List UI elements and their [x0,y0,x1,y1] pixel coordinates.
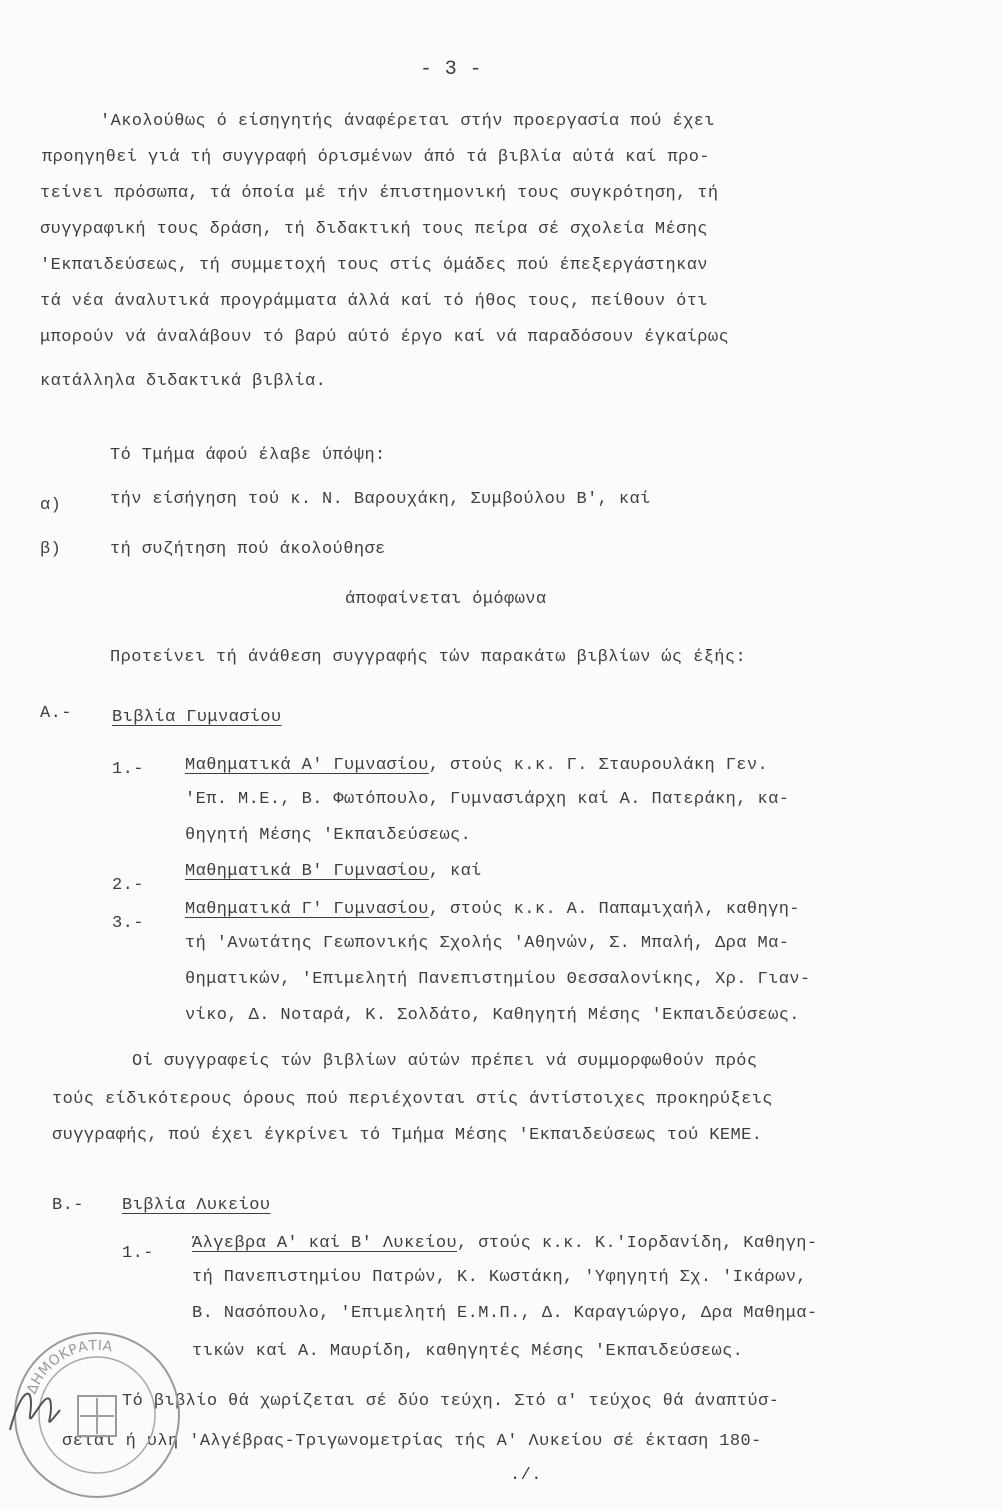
item-line [185,900,800,919]
consideration-text: τή συζήτηση πού άκολούθησε [110,540,386,559]
consideration-label: α) [40,496,62,515]
section-b-label: Β.- [52,1196,84,1215]
item-line [185,862,482,881]
section-a-title: Βιβλία Γυμνασίου [112,708,282,727]
intro-line: κατάλληλα διδακτικά βιβλία. [40,372,327,391]
item-number: 1.- [122,1244,154,1263]
note-line: συγγραφής, πού έχει έγκρίνει τό Τμήμα Μέσης 'Εκπαιδεύσεως τού ΚΕΜΕ. [52,1126,763,1145]
intro-line: τείνει πρόσωπα, τά όποία μέ τήν έπιστημονική τους συγκρότηση, τή [40,184,719,203]
intro-line: μπορούν νά άναλάβουν τό βαρύ αύτό έργο καί νά παραδόσουν έγκαίρως [40,328,730,347]
intro-line: συγγραφική τους δράση, τή διδακτική τους πείρα σέ σχολεία Μέσης [40,220,708,239]
decision-text: άποφαίνεται όμόφωνα [345,590,547,609]
closing-line: σεται ή ύλη 'Αλγέβρας-Τριγωνομετρίας τής Α' Λυκείου σέ έκταση 180- [62,1432,762,1451]
note-line: Οί συγγραφείς τών βιβλίων αύτών πρέπει νά συμμορφωθούν πρός [132,1052,758,1071]
item-line: νίκο, Δ. Νοταρά, Κ. Σολδάτο, Καθηγητή Μέσης 'Εκπαιδεύσεως. [185,1006,800,1025]
consideration-text: τήν είσήγηση τού κ. Ν. Βαρουχάκη, Συμβούλου Β', καί [110,490,651,509]
proposal-text: Προτείνει τή άνάθεση συγγραφής τών παρακάτω βιβλίων ώς έξής: [110,648,747,667]
closing-line: Τό βιβλίο θά χωρίζεται σέ δύο τεύχη. Στό α' τεύχος θά άναπτύσ- [122,1392,780,1411]
intro-line: 'Εκπαιδεύσεως, τή συμμετοχή τους στίς όμάδες πού έπεξεργάστηκαν [40,256,708,275]
intro-line: προηγηθεί γιά τή συγγραφή όρισμένων άπό τά βιβλία αύτά καί προ- [42,148,710,167]
section-a-label: Α.- [40,704,72,723]
item-text: , καί [428,862,482,881]
item-line: Β. Νασόπουλο, 'Επιμελητή Ε.Μ.Π., Δ. Καραγιώργο, Δρα Μαθημα- [192,1304,818,1323]
intro-line: 'Ακολούθως ό είσηγητής άναφέρεται στήν προεργασία πού έχει [100,112,715,131]
page-number: - 3 - [420,58,483,81]
item-number: 3.- [112,914,144,933]
item-line: τικών καί Α. Μαυρίδη, καθηγητές Μέσης 'Εκπαιδεύσεως. [192,1342,744,1361]
item-title: Μαθηματικά Β' Γυμνασίου [185,862,429,881]
item-line: 'Επ. Μ.Ε., Β. Φωτόπουλο, Γυμνασιάρχη καί Α. Πατεράκη, κα- [185,790,790,809]
item-text: , στούς κ.κ. Α. Παπαμιχαήλ, καθηγη- [428,900,800,919]
item-number: 1.- [112,760,144,779]
item-title: Άλγεβρα Α' καί Β' Λυκείου [192,1234,458,1253]
item-line: θηματικών, 'Επιμελητή Πανεπιστημίου Θεσσαλονίκης, Χρ. Γιαν- [185,970,811,989]
item-title: Μαθηματικά Γ' Γυμνασίου [185,900,429,919]
section-heading: Τό Τμήμα άφού έλαβε ύπόψη: [110,446,386,465]
item-line: τή 'Ανωτάτης Γεωπονικής Σχολής 'Αθηνών, Σ. Μπαλή, Δρα Μα- [185,934,790,953]
continuation-mark: ./. [510,1466,542,1485]
item-text: , στούς κ.κ. Κ.'Ιορδανίδη, Καθηγη- [457,1234,818,1253]
note-line: τούς είδικότερους όρους πού περιέχονται στίς άντίστοιχες προκηρύξεις [52,1090,773,1109]
item-line [185,756,768,775]
item-number: 2.- [112,876,144,895]
item-title: Μαθηματικά Α' Γυμνασίου [185,756,429,775]
item-text: , στούς κ.κ. Γ. Σταυρουλάκη Γεν. [428,756,769,775]
section-b-title: Βιβλία Λυκείου [122,1196,271,1215]
item-line: τή Πανεπιστημίου Πατρών, Κ. Κωστάκη, 'Υφηγητή Σχ. 'Ικάρων, [192,1268,807,1287]
item-line: θηγητή Μέσης 'Εκπαιδεύσεως. [185,826,472,845]
signature-mark [0,1370,80,1450]
item-line [192,1234,818,1253]
stamp-text: ΔΗΜΟΚΡΑΤΙΑ [23,1337,114,1397]
intro-line: τά νέα άναλυτικά προγράμματα άλλά καί τό ήθος τους, πείθουν ότι [40,292,708,311]
consideration-label: β) [40,540,62,559]
